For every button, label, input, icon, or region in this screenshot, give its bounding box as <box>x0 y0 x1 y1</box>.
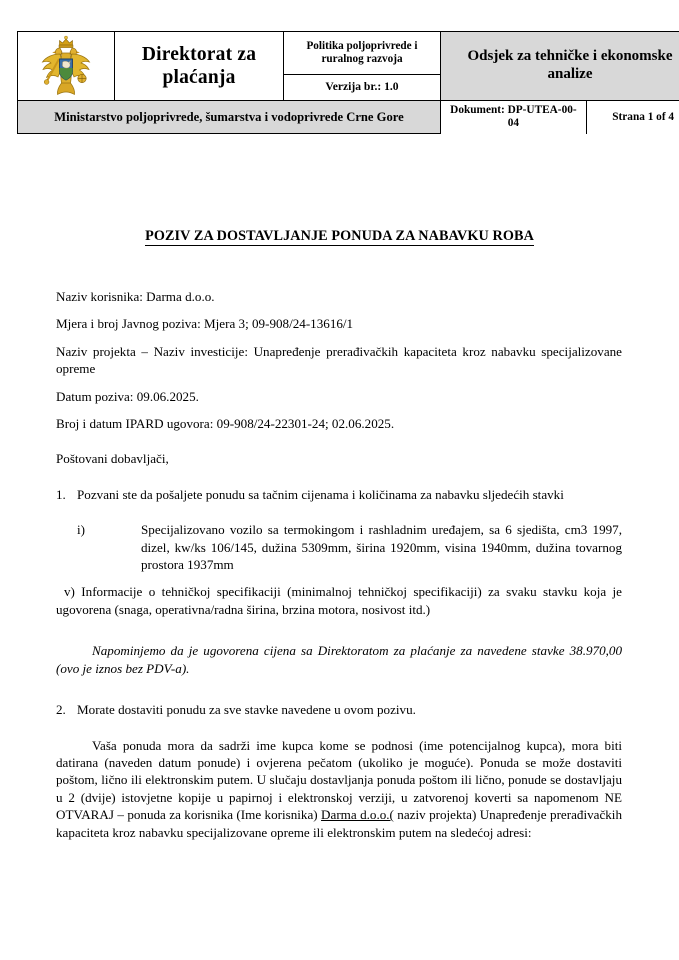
price-note-paragraph: Napominjemo da je ugovorena cijena sa Direktoratom za plaćanje za navedene stavke 38.970,00 (ovo je iznos bez PDV-a). <box>56 643 622 676</box>
spacer <box>56 513 622 521</box>
spacer <box>56 628 622 642</box>
policy-cell: Politika poljoprivrede i ruralnog razvoja <box>284 32 441 75</box>
list-item-1-number: 1. <box>56 486 66 502</box>
department-cell: Odsjek za tehničke i ekonomske analize <box>441 32 679 101</box>
beneficiary-line: Naziv korisnika: Darma d.o.o. <box>56 289 215 304</box>
document-number-cell: Dokument: DP-UTEA-00-04 <box>441 101 586 134</box>
spacer <box>56 687 622 701</box>
list-item-2 <box>56 701 622 718</box>
ministry-cell: Ministarstvo poljoprivrede, šumarstva i vodoprivrede Crne Gore <box>18 101 441 134</box>
directorate-title-cell: Direktorat za plaćanja <box>115 32 284 101</box>
offer-instructions-part2: naziv projekta) Unapređenje prerađivačkih kapaciteta kroz nabavku specijalizovane opreme ili elektronskim putem na sledećoj adresi: <box>56 807 622 840</box>
list-item-roman-v-text: v) Informacije o tehničkoj specifikaciji (minimalnoj tehničkoj specifikaciji) za svaku stavku koja je ugovorena (snaga, operativna/radna širina, brzina motora, nosivost itd.) <box>56 584 622 617</box>
doc-page-group-cell <box>441 101 679 134</box>
document-title <box>0 228 679 245</box>
list-item-roman-i <box>56 521 622 573</box>
list-item-2-text: Morate dostaviti ponudu za sve stavke navedene u ovom pozivu. <box>77 702 416 718</box>
document-body <box>56 288 622 851</box>
header-row-top <box>18 32 679 75</box>
list-item-1 <box>56 486 622 503</box>
contract-line: Broj i datum IPARD ugovora: 09-908/24-22301-24; 02.06.2025. <box>56 416 395 432</box>
spacer <box>56 729 622 737</box>
call-date-line: Datum poziva: 09.06.2025. <box>56 388 199 404</box>
offer-instructions-part1: Vaša ponuda mora da sadrži ime kupca kome se podnosi (ime potencijalnog kupca), mora biti datirana (naveden datum ponude) i ovjerena pečatom (ukoliko je moguće). Ponuda se može dostaviti poštom, lično ili elektronskim putem. U slučaju dostavljanja ponuda poštom ili lično, ponude se dostavljaju u 2 (dvije) istovjetne kopije u papirnoj i elektronskoj verziji, u zatvorenoj koverti sa napomenom NE OTVARAJ – ponuda za korisnika (Ime korisnika) <box>56 737 622 823</box>
document-title-text: POZIV ZA DOSTAVLJANJE PONUDA ZA NABAVKU ROBA <box>145 228 534 244</box>
page-number-cell: Strana 1 of 4 <box>586 101 679 134</box>
coat-of-arms-cell <box>18 32 115 101</box>
version-cell: Verzija br.: 1.0 <box>284 74 441 100</box>
document-header-table <box>17 31 679 134</box>
salutation-line: Poštovani dobavljači, <box>56 451 169 467</box>
doc-page-inner-row <box>441 101 679 134</box>
beneficiary-name-underlined: Darma d.o.o.( <box>321 807 394 823</box>
measure-line: Mjera i broj Javnog poziva: Mjera 3; 09-908/24-13616/1 <box>56 316 354 332</box>
spacer <box>56 478 622 486</box>
list-item-roman-i-number: i) <box>77 522 85 538</box>
list-item-roman-i-text: Specijalizovano vozilo sa termokingom i rashladnim uređajem, sa 6 sjedišta, cm3 1997, dizel, kw/ks 106/145, dužina 5309mm, širina 1920mm, visina 1940mm, dužina tovarnog prostora 1937mm <box>141 522 622 573</box>
list-item-1-text: Pozvani ste da pošaljete ponudu sa tačnim cijenama i količinama za nabavku sljedećih stavki <box>77 486 564 502</box>
spacer <box>56 442 622 450</box>
offer-instructions-paragraph <box>56 737 622 841</box>
list-item-2-number: 2. <box>56 702 66 718</box>
doc-page-inner-table <box>441 101 679 134</box>
coat-of-arms-of-montenegro-icon <box>38 35 94 97</box>
project-line: Naziv projekta – Naziv investicije: Unapređenje prerađivačkih kapaciteta kroz nabavku specijalizovane opreme <box>56 343 622 377</box>
header-row-bottom <box>18 101 679 134</box>
